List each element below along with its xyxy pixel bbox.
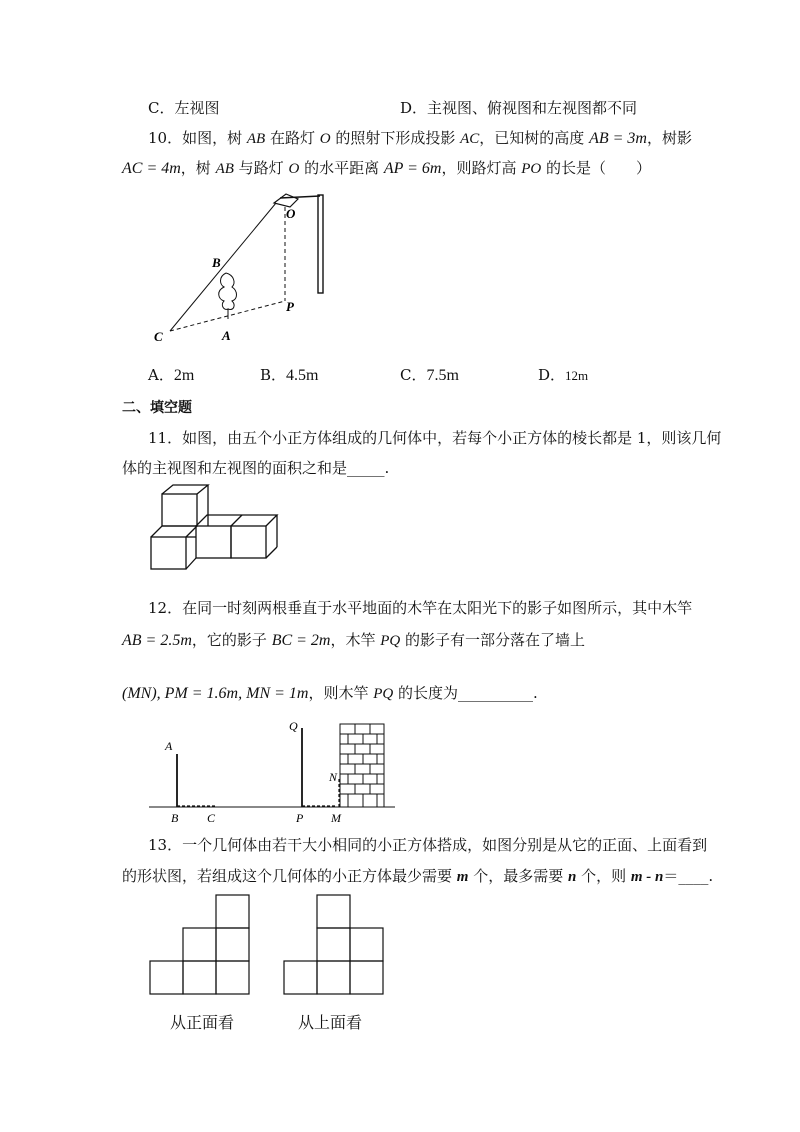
q9-option-c: C．左视图 xyxy=(148,99,220,117)
caption-front-view: 从正面看 xyxy=(170,1013,235,1032)
q12-line3: (MN), PM = 1.6m, MN = 1m，则木竿 PQ 的长度为__________. xyxy=(122,684,538,702)
q13-line1: 13．一个几何体由若干大小相同的小正方体搭成，如图分别是从它的正面、上面看到 xyxy=(148,836,708,854)
label-o: O xyxy=(286,206,296,221)
brick-wall xyxy=(340,724,384,807)
label-p: P xyxy=(286,299,294,314)
q13-line2: 的形状图，若组成这个几何体的小正方体最少需要 m 个，最多需要 n 个，则 m - n＝____. xyxy=(122,867,714,885)
label-q: Q xyxy=(289,719,298,733)
q13-front-view xyxy=(148,893,252,997)
label-b: B xyxy=(212,255,221,270)
label-a: A xyxy=(165,739,173,753)
q10-line1: 10．如图，树 AB 在路灯 O 的照射下形成投影 AC，已知树的高度 AB = 3m，树影 xyxy=(148,129,692,147)
label-b: B xyxy=(171,811,179,825)
label-m: M xyxy=(331,811,341,825)
q11-line2: 体的主视图和左视图的面积之和是_____. xyxy=(122,459,390,477)
q12-line1: 12．在同一时刻两根垂直于水平地面的木竿在太阳光下的影子如图所示，其中木竿 xyxy=(148,599,693,617)
section-title: 二、填空题 xyxy=(122,400,192,416)
q12-figure xyxy=(145,718,400,828)
label-a: A xyxy=(222,328,231,343)
q10-figure xyxy=(140,185,350,350)
q10-line2: AC = 4m，树 AB 与路灯 O 的水平距离 AP = 6m，则路灯高 PO 的长是（ ） xyxy=(122,159,652,177)
q13-top-view xyxy=(282,893,386,997)
tree-icon xyxy=(219,273,237,319)
q12-line2: AB = 2.5m，它的影子 BC = 2m，木竿 PQ 的影子有一部分落在了墙上 xyxy=(122,631,586,649)
lamp-arm xyxy=(280,196,320,198)
q10-option-b: B．4.5m xyxy=(260,366,319,384)
q10-option-d: D．12m xyxy=(538,366,589,384)
lamp-post xyxy=(318,195,323,293)
label-p: P xyxy=(296,811,304,825)
q10-option-a: A．2m xyxy=(148,366,195,384)
label-n: N xyxy=(329,770,338,784)
q11-line1: 11．如图，由五个小正方体组成的几何体中，若每个小正方体的棱长都是 1，则该几何 xyxy=(148,429,722,447)
label-c: C xyxy=(154,329,163,344)
q9-option-d: D．主视图、俯视图和左视图都不同 xyxy=(400,99,638,117)
label-c: C xyxy=(207,811,216,825)
q10-option-c: C．7.5m xyxy=(400,366,459,384)
light-ray xyxy=(170,203,276,331)
caption-top-view: 从上面看 xyxy=(298,1013,363,1032)
q11-cube-figure xyxy=(145,482,285,574)
